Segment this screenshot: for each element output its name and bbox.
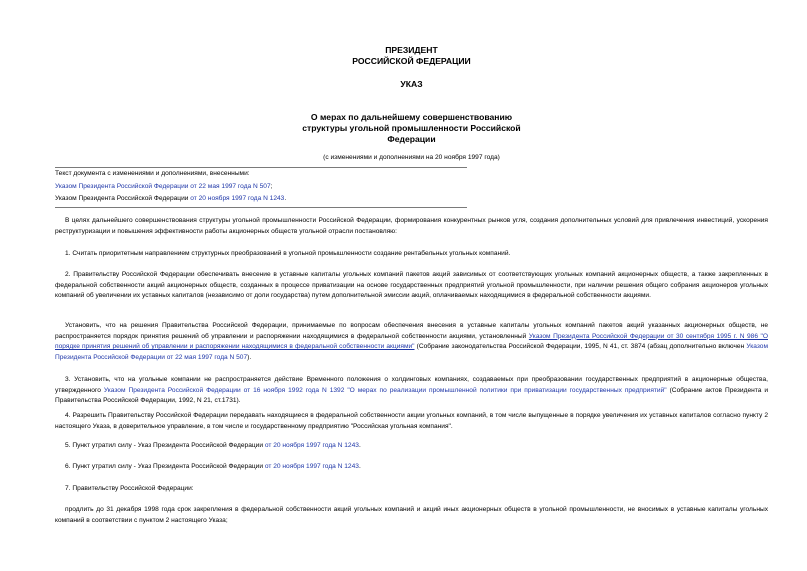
- divider-top: [55, 167, 467, 168]
- paragraph-4: 4. Разрешить Правительству Российской Федерации передавать находящиеся в федеральной собственности акции угольных компаний, в том числе выпущенные в порядке увеличения их уставных капиталов согласно пункту 2 настоящего Указа, в доверительное управление, в том числе и государственному предприятию "Российская угольная компания".: [55, 412, 768, 430]
- divider-bottom: [55, 207, 467, 208]
- document-header: [55, 45, 768, 67]
- decree-1243-link[interactable]: от 20 ноября 1997 года N 1243: [264, 442, 359, 449]
- paragraph-6: 6. Пункт утратил силу - Указ Президента Российской Федерации от 20 ноября 1997 года N 1243.: [65, 463, 361, 470]
- paragraph-7: 7. Правительству Российской Федерации:: [65, 485, 194, 492]
- amendment-link[interactable]: от 20 ноября 1997 года N 1243: [190, 195, 285, 202]
- title-line: Федерации: [387, 134, 436, 144]
- decree-1392-link[interactable]: Указом Президента Российской Федерации от 16 ноября 1992 года N 1392 "О мерах по реализации промышленной политики при приватизации государственных предприятий": [103, 386, 667, 394]
- paragraph-1: 1. Считать приоритетным направлением структурных преобразований в угольной промышленности создание рентабельных угольных компаний.: [65, 250, 511, 257]
- header-line-president: ПРЕЗИДЕНТ: [385, 45, 438, 55]
- paragraph-preamble: В целях дальнейшего совершенствования структуры угольной промышленности Российской Федерации, формирования конкурентных рынков угля, создания дополнительных условий для привлечения инвестиций, ускорения реструктуризации и повышения эффективности работы акционерных обществ угольной отрасли постановляю:: [55, 217, 768, 235]
- title-line: структуры угольной промышленности Российской: [302, 123, 521, 133]
- header-line-federation: РОССИЙСКОЙ ФЕДЕРАЦИИ: [352, 56, 471, 66]
- paragraph-2b: Установить, что на решения Правительства Российской Федерации, принимаемые по вопросам обеспечения внесения в уставные капиталы угольных компаний пакетов акций указанных акционерных обществ, не распространяется порядок принятия решений об управлении и распоряжении находящимися в федеральной собственности акциями, установленный Указом Президента Российской Федерации от 30 сентября 1995 г. N 986 "О порядке принятия решений об управлении и распоряжении находящимися в федеральной собственности акциями" (Собрание законодательства Российской Федерации, 1995, N 41, ст. 3874 (абзац дополнительно включен Указом Президента Российской Федерации от 22 мая 1997 года N 507).: [55, 322, 768, 361]
- paragraph-3: 3. Установить, что на угольные компании не распространяется действие Временного положения о холдинговых компаниях, создаваемых при преобразовании государственных предприятий в акционерные общества, утвержденного Указом Президента Российской Федерации от 16 ноября 1992 года N 1392 "О мерах по реализации промышленной политики при приватизации государственных предприятий" (Собрание актов Президента и Правительства Российской Федерации, 1992, N 21, ст.1731).: [55, 376, 769, 405]
- revision-note: (с изменениями и дополнениями на 20 ноября 1997 года): [323, 154, 500, 161]
- changes-item: Указом Президента Российской Федерации от 20 ноября 1997 года N 1243.: [55, 195, 287, 202]
- changes-item: Указом Президента Российской Федерации от 22 мая 1997 года N 507;: [55, 182, 273, 190]
- document-type: УКАЗ: [400, 79, 423, 89]
- document-title: [55, 112, 768, 145]
- paragraph-2: 2. Правительству Российской Федерации обеспечивать внесение в уставные капиталы угольных компаний пакетов акций зависимых от соответствующих угольных компаний акционерных обществ, а также закрепленных в федеральной собственности акций акционерных обществ, созданных в процессе приватизации на основе государственных предприятий угольной промышленности, при наличии решения общего собрания акционеров угольных компаний об увеличении их уставных капиталов (независимо от доли государства) путем дополнительной эмиссии акций, оплачиваемых находящимися в федеральной собственности акциями.: [55, 271, 768, 300]
- decree-507-link[interactable]: Указом Президента Российской Федерации от 22 мая 1997 года N 507: [55, 343, 768, 361]
- changes-intro: Текст документа с изменениями и дополнениями, внесенными:: [55, 170, 250, 177]
- paragraph-5: 5. Пункт утратил силу - Указ Президента Российской Федерации от 20 ноября 1997 года N 1243.: [65, 442, 361, 449]
- paragraph-7a: продлить до 31 декабря 1998 года срок закрепления в федеральной собственности акций угольных компаний и акций иных акционерных обществ в угольной промышленности, не вносимых в уставные капиталы угольных компаний в соответствии с пунктом 2 настоящего Указа;: [55, 506, 768, 524]
- changes-block: [55, 169, 555, 205]
- decree-986-link[interactable]: Указом Президента Российской Федерации от 30 сентября 1995 г. N 986 "О порядке принятия решений об управлении и распоряжении находящимися в федеральной собственности акциями": [55, 332, 768, 351]
- title-line: О мерах по дальнейшему совершенствованию: [310, 112, 513, 122]
- amendment-link[interactable]: Указом Президента Российской Федерации от 22 мая 1997 года N 507: [55, 182, 271, 190]
- decree-1243-link[interactable]: от 20 ноября 1997 года N 1243: [264, 463, 359, 470]
